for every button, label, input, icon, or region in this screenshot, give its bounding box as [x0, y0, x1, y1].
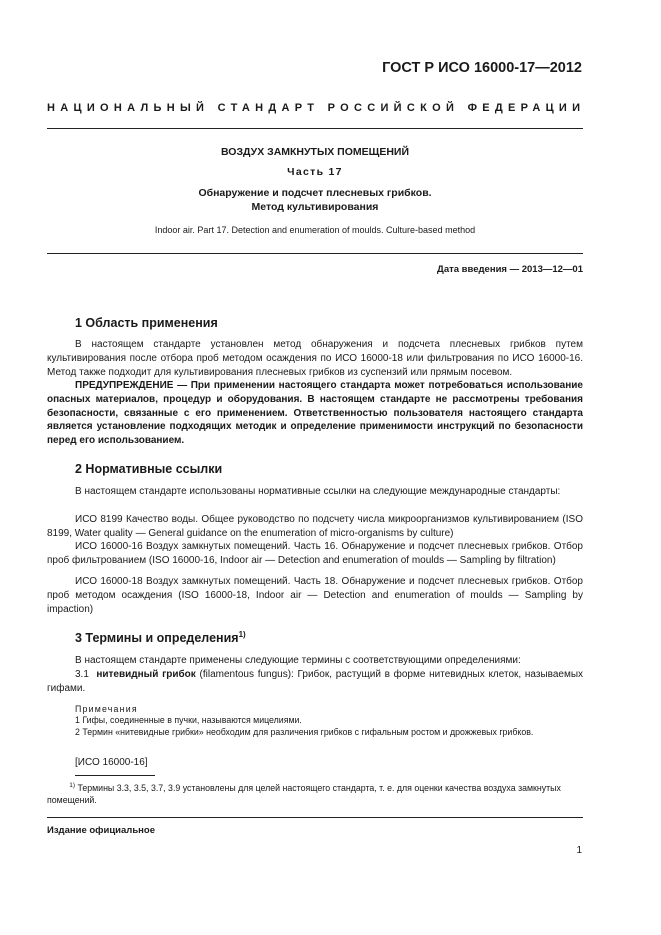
footer-divider [47, 817, 583, 818]
term-source: [ИСО 16000-16] [75, 757, 148, 768]
title-subtitle [47, 186, 583, 214]
footnote-divider [75, 775, 155, 776]
footnote-mark: 1) [69, 782, 75, 789]
national-standard-banner: НАЦИОНАЛЬНЫЙ СТАНДАРТ РОССИЙСКОЙ ФЕДЕРАЦИИ [47, 102, 586, 114]
page-number: 1 [576, 845, 582, 856]
section-2-intro: В настоящем стандарте использованы нормативные ссылки на следующие международные стандарты: [75, 486, 561, 497]
section-1-warning: ПРЕДУПРЕЖДЕНИЕ — При применении настоящего стандарта может потребоваться использование опасных материалов, процедур и оборудования. В настоящем стандарте не рассмотрены требования безопасности, связанные с его применением. Ответственностью пользователя настоящего стандарта является установление подходящих методик и определение применимости инструкций по безопасности перед его использованием. [47, 380, 583, 447]
note-1: 1 Гифы, соединенные в пучки, называются мицелиями. [75, 715, 302, 725]
title-english: Indoor air. Part 17. Detection and enumeration of moulds. Culture-based method [154, 225, 476, 235]
notes-title: Примечания [75, 704, 138, 714]
reference-iso-16000-16: ИСО 16000-16 Воздух замкнутых помещений. Часть 16. Обнаружение и подсчет плесневых грибков. Отбор проб фильтрованием (ISO 16000-16, Indoor air — Detection and enumeration of moulds — Sampling by filtration) [47, 541, 583, 566]
note-2: 2 Термин «нитевидные грибки» необходим для различения грибков с гифальным ростом и дрожжевых грибков. [75, 727, 534, 737]
title-main: ВОЗДУХ ЗАМКНУТЫХ ПОМЕЩЕНИЙ [220, 146, 409, 158]
section-3-heading [75, 630, 246, 645]
title-part: Часть 17 [287, 166, 343, 178]
section-1-heading: 1 Область применения [75, 316, 218, 330]
reference-iso-16000-18: ИСО 16000-18 Воздух замкнутых помещений. Часть 18. Обнаружение и подсчет плесневых грибков. Отбор проб методом осаждения (ISO 16000-18, Indoor air — Detection and enumeration of moulds — Sampling by impaction) [47, 576, 583, 615]
term-name: нитевидный грибок [96, 669, 196, 680]
effective-date: Дата введения — 2013—12—01 [437, 264, 583, 275]
term-number: 3.1 [75, 669, 89, 680]
section-3-intro: В настоящем стандарте применены следующие термины с соответствующими определениями: [75, 655, 521, 666]
official-edition: Издание официальное [47, 825, 155, 836]
reference-iso-8199: ИСО 8199 Качество воды. Общее руководство по подсчету числа микроорганизмов культивированием (ISO 8199, Water quality — General guidance on the enumeration of micro-organisms by culture) [47, 514, 583, 539]
footnote [47, 780, 583, 807]
term-definition: (filamentous fungus): Грибок, растущий в форме нитевидных клеток, называемых гифами. [47, 669, 584, 694]
footnote-ref: 1) [238, 630, 246, 639]
footnote-text: Термины 3.3, 3.5, 3.7, 3.9 установлены для целей настоящего стандарта, т. е. для оценки качества воздуха замкнутых помещений. [47, 782, 561, 806]
section-2-heading: 2 Нормативные ссылки [75, 462, 223, 476]
document-code: ГОСТ Р ИСО 16000-17—2012 [382, 60, 582, 76]
top-divider [47, 128, 583, 129]
term-3-1 [47, 668, 583, 696]
subtitle-line-2: Метод культивирования [251, 201, 379, 213]
section-1-paragraph: В настоящем стандарте установлен метод обнаружения и подсчета плесневых грибков путем культивирования после отбора проб методом осаждения по ИСО 16000-18 или фильтрования по ИСО 16000-16. Метод также подходит для культивирования плесневых грибков из суспензий или прямым посевом. [47, 339, 583, 378]
title-divider [47, 253, 583, 254]
section-3-heading-text: 3 Термины и определения [75, 631, 239, 646]
subtitle-line-1: Обнаружение и подсчет плесневых грибков. [198, 187, 432, 199]
